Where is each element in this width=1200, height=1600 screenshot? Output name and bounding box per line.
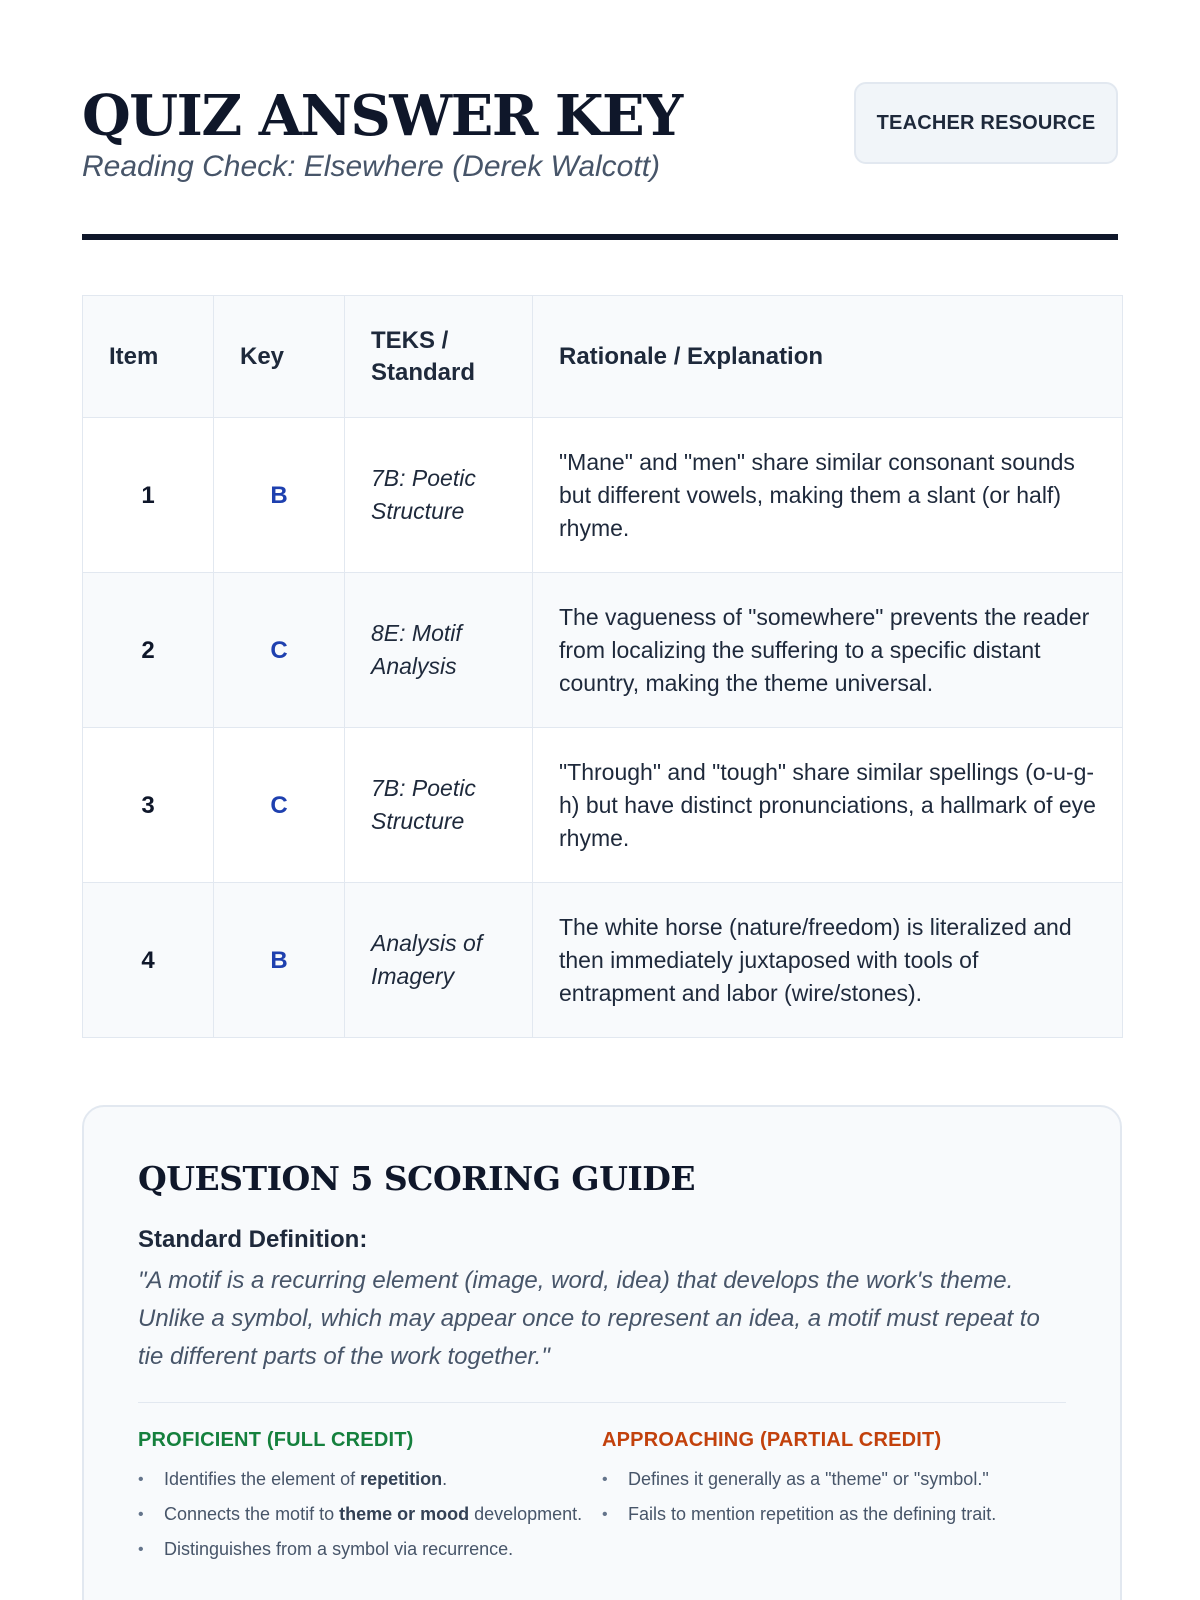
approaching-column bbox=[602, 1429, 1066, 1571]
item-number: 3 bbox=[83, 728, 214, 883]
bullet-icon: • bbox=[138, 1541, 144, 1558]
answer-key: B bbox=[214, 418, 345, 573]
list-item: • Connects the motif to theme or mood development. bbox=[138, 1501, 602, 1528]
teacher-resource-badge: TEACHER RESOURCE bbox=[854, 82, 1118, 164]
column-header-item: Item bbox=[83, 296, 214, 418]
proficient-title: PROFICIENT (FULL CREDIT) bbox=[138, 1429, 414, 1451]
list-item: • Identifies the element of repetition. bbox=[138, 1466, 602, 1493]
rationale-cell: "Through" and "tough" share similar spellings (o-u-g-h) but have distinct pronunciations, a hallmark of eye rhyme. bbox=[533, 728, 1123, 883]
column-header-key: Key bbox=[214, 296, 345, 418]
scoring-guide-title: QUESTION 5 SCORING GUIDE bbox=[138, 1159, 696, 1198]
answer-key: B bbox=[214, 883, 345, 1038]
item-number: 2 bbox=[83, 573, 214, 728]
column-header-standard: TEKS / Standard bbox=[345, 296, 533, 418]
answer-key: C bbox=[214, 728, 345, 883]
credit-columns bbox=[138, 1429, 1066, 1571]
page-title: QUIZ ANSWER KEY bbox=[82, 83, 682, 149]
list-item: • Fails to mention repetition as the defining trait. bbox=[602, 1501, 1066, 1528]
scoring-guide-card bbox=[82, 1105, 1122, 1600]
table-header-row bbox=[83, 296, 1123, 418]
page-header bbox=[82, 0, 1118, 240]
item-number: 1 bbox=[83, 418, 214, 573]
proficient-column bbox=[138, 1429, 602, 1571]
table-row bbox=[83, 728, 1123, 883]
table-row bbox=[83, 418, 1123, 573]
column-header-rationale: Rationale / Explanation bbox=[533, 296, 1123, 418]
definition-text: "A motif is a recurring element (image, word, idea) that develops the work's theme. Unlike a symbol, which may appear once to represent an idea, a motif must repeat to tie different parts of the work together." bbox=[138, 1262, 1066, 1403]
list-item: • Defines it generally as a "theme" or "symbol." bbox=[602, 1466, 1066, 1493]
answer-key-table bbox=[82, 295, 1123, 1038]
bullet-icon: • bbox=[138, 1471, 144, 1488]
item-number: 4 bbox=[83, 883, 214, 1038]
approaching-list bbox=[602, 1466, 1066, 1528]
standard-cell: Analysis of Imagery bbox=[345, 883, 533, 1038]
bullet-icon: • bbox=[138, 1506, 144, 1523]
table-row bbox=[83, 883, 1123, 1038]
table-row bbox=[83, 573, 1123, 728]
standard-cell: 7B: Poetic Structure bbox=[345, 418, 533, 573]
rationale-cell: The white horse (nature/freedom) is literalized and then immediately juxtaposed with tools of entrapment and labor (wire/stones). bbox=[533, 883, 1123, 1038]
proficient-list bbox=[138, 1466, 602, 1563]
answer-key: C bbox=[214, 573, 345, 728]
definition-label: Standard Definition: bbox=[138, 1226, 368, 1253]
standard-cell: 7B: Poetic Structure bbox=[345, 728, 533, 883]
bullet-icon: • bbox=[602, 1471, 608, 1488]
list-item: • Distinguishes from a symbol via recurrence. bbox=[138, 1536, 602, 1563]
standard-cell: 8E: Motif Analysis bbox=[345, 573, 533, 728]
bullet-icon: • bbox=[602, 1506, 608, 1523]
approaching-title: APPROACHING (PARTIAL CREDIT) bbox=[602, 1429, 942, 1451]
page-subtitle: Reading Check: Elsewhere (Derek Walcott) bbox=[82, 150, 661, 183]
rationale-cell: The vagueness of "somewhere" prevents the reader from localizing the suffering to a specific distant country, making the theme universal. bbox=[533, 573, 1123, 728]
rationale-cell: "Mane" and "men" share similar consonant sounds but different vowels, making them a slant (or half) rhyme. bbox=[533, 418, 1123, 573]
